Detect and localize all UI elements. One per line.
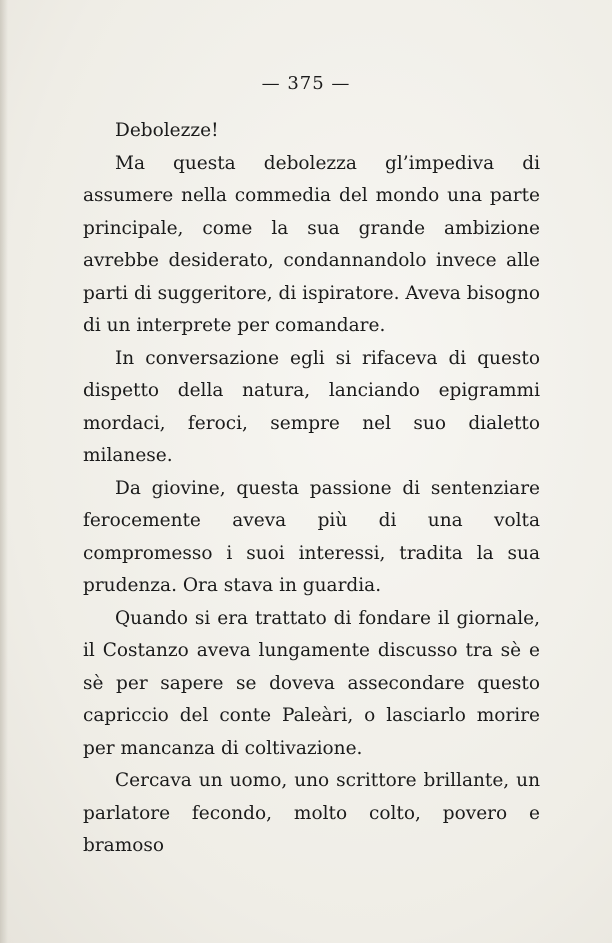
paragraph: Cercava un uomo, uno scrittore brillante, un parlatore fecondo, molto colto, povero e bramoso xyxy=(83,770,540,856)
page-edge-shadow xyxy=(0,0,8,943)
body-text xyxy=(83,115,540,863)
paragraph: Quando si era trattato di fondare il giornale, il Costanzo aveva lungamente discusso tra sè e sè per sapere se doveva assecondare questo capriccio del conte Paleàri, o lasciarlo morire per mancanza di coltivazione. xyxy=(83,607,540,759)
page-number: — 375 — xyxy=(261,73,351,94)
paragraph: Debolezze! xyxy=(115,120,219,141)
paragraph: In conversazione egli si rifaceva di questo dispetto della natura, lanciando epigrammi mordaci, feroci, sempre nel suo dialetto milanese. xyxy=(83,347,540,466)
paragraph: Da giovine, questa passione di sentenziare ferocemente aveva più di una volta compromesso i suoi interessi, tradita la sua prudenza. Ora stava in guardia. xyxy=(83,477,540,596)
paragraph: Ma questa debolezza gl’impediva di assumere nella commedia del mondo una parte principale, come la sua grande ambizione avrebbe desiderato, condannandolo invece alle parti di suggeritore, di ispiratore. Aveva bisogno di un interprete per comandare. xyxy=(83,152,540,336)
